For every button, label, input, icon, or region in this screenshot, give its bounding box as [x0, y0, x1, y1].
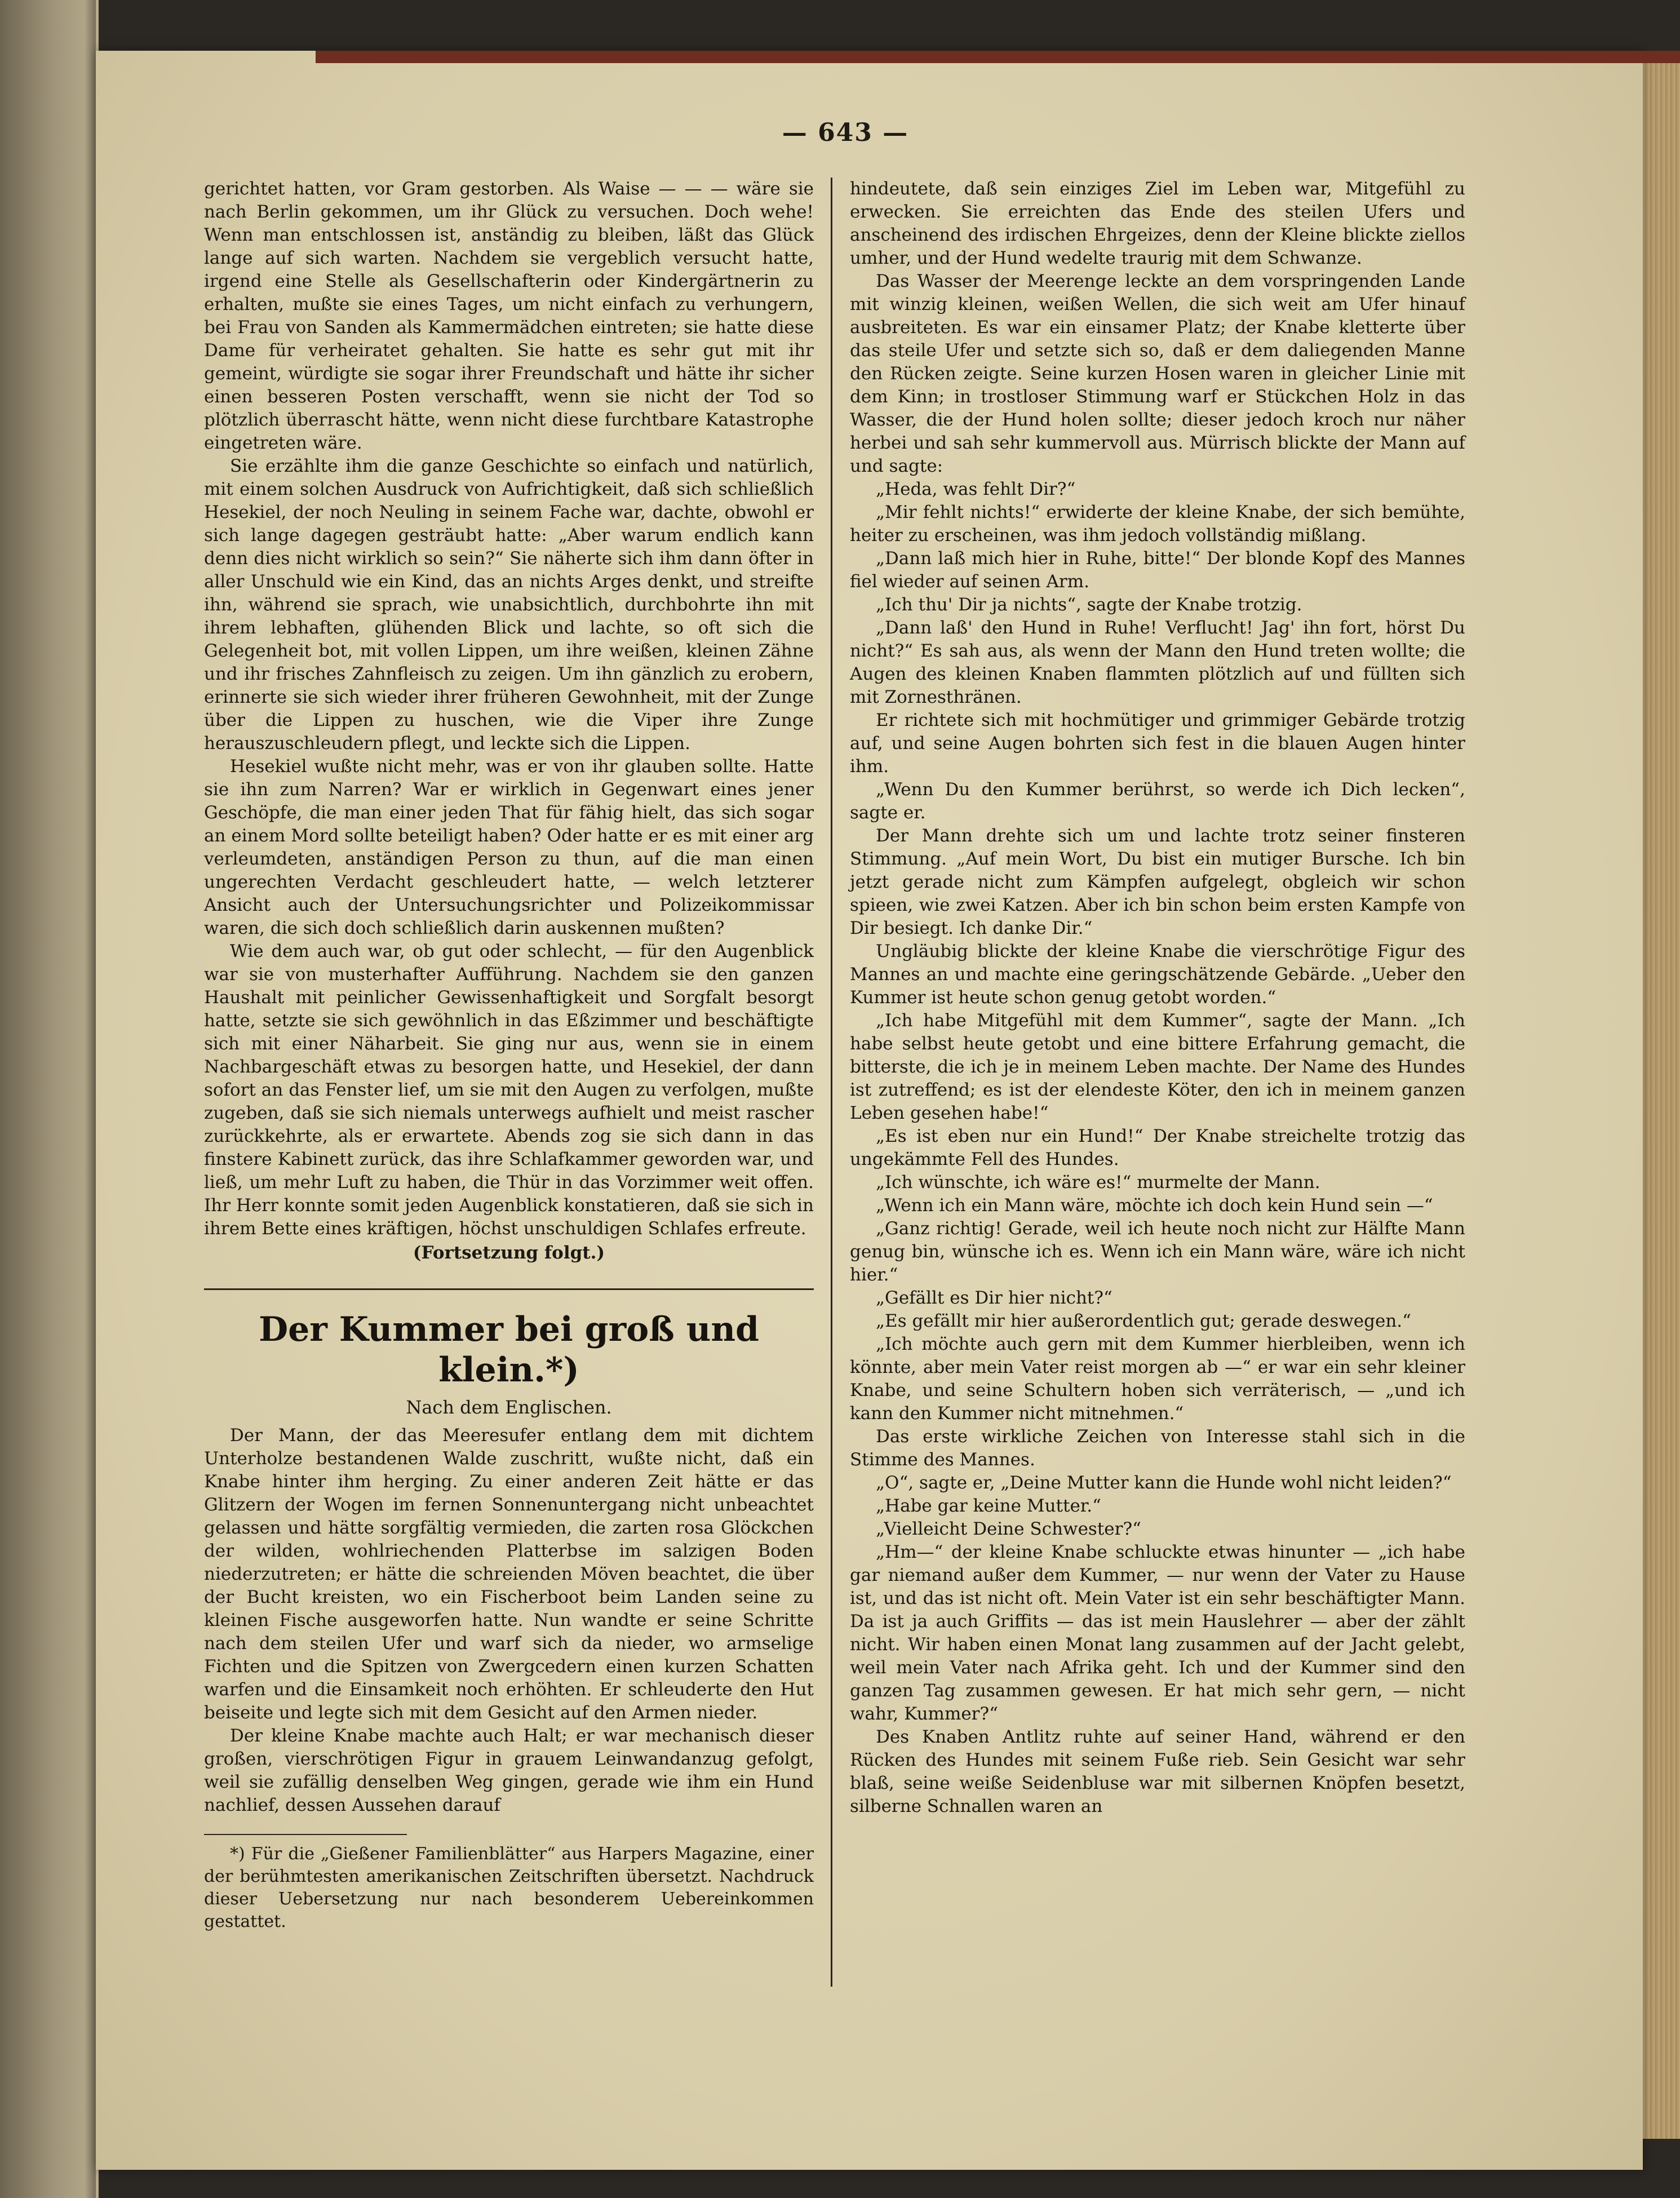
section-divider — [204, 1288, 814, 1290]
footnote-divider — [204, 1834, 407, 1835]
right-column — [850, 178, 1465, 1818]
story-paragraph: Der kleine Knabe machte auch Halt; er war mechanisch dieser großen, vierschrötigen Figur in grauem Leinwandanzug gefolgt, weil sie zufällig denselben Weg gingen, gerade wie ihm ein Hund nachlief, dessen Aussehen darauf — [204, 1726, 814, 1815]
right-paragraph: „Dann laß' den Hund in Ruhe! Verflucht! Jag' ihn fort, hörst Du nicht?“ Es sah aus, als wenn der Mann den Hund treten wollte; die Augen des kleinen Knaben flammten plötzlich auf und füllten sich mit Zornesthränen. — [850, 618, 1465, 707]
facing-page-edge — [0, 0, 99, 2198]
right-paragraph: Der Mann drehte sich um und lachte trotz seiner finsteren Stimmung. „Auf mein Wort, Du bist ein mutiger Bursche. Ich bin jetzt gerade nicht zum Kämpfen aufgelegt, obgleich wir schon spieen, wie zwei Katzen. Aber ich bin schon beim ersten Kampfe von Dir besiegt. Ich danke Dir.“ — [850, 826, 1465, 938]
right-paragraph: „Wenn Du den Kummer berührst, so werde ich Dich lecken“, sagte er. — [850, 779, 1465, 823]
story-subtitle: Nach dem Englischen. — [406, 1397, 612, 1418]
right-paragraph: „Heda, was fehlt Dir?“ — [876, 479, 1076, 499]
right-paragraph: „Hm—“ der kleine Knabe schluckte etwas hinunter — „ich habe gar niemand außer dem Kummer, — nur wenn der Vater zu Hause ist, und das ist nicht oft. Mein Vater ist ein sehr beschäftigter Mann. Da ist ja auch Griffits — das ist mein Hauslehrer — aber der zählt nicht. Wir haben einen Monat lang zusammen auf der Jacht gelebt, weil mein Vater nach Afrika geht. Ich und der Kummer sind den ganzen Tag zusammen gewesen. Er hat mich sehr gern, — nicht wahr, Kummer?“ — [850, 1542, 1465, 1724]
page-number: — 643 — — [782, 118, 909, 147]
right-paragraph: „Ich habe Mitgefühl mit dem Kummer“, sagte der Mann. „Ich habe selbst heute getobt und eine bittere Erfahrung gemacht, die bitterste, die ich je in meinem Leben machte. Der Name des Hundes ist zutreffend; es ist der elendeste Köter, den ich in meinem ganzen Leben gesehen habe!“ — [850, 1011, 1465, 1123]
left-paragraph: gerichtet hatten, vor Gram gestorben. Als Waise — — — wäre sie nach Berlin gekommen, um ihr Glück zu versuchen. Doch wehe! Wenn man entschlossen ist, anständig zu bleiben, läßt das Glück lange auf sich warten. Nachdem sie vergeblich versucht hatte, irgend eine Stelle als Gesellschafterin oder Kindergärtnerin zu erhalten, mußte sie eines Tages, um nicht einfach zu verhungern, bei Frau von Sanden als Kammermädchen eintreten; sie hatte diese Dame für verheiratet gehalten. Sie hatte es sehr gut mit ihr gemeint, würdigte sie sogar ihrer Freundschaft und hätte ihr sicher einen besseren Posten verschafft, wenn sie nicht der Tod so plötzlich überrascht hätte, wenn nicht diese furchtbare Katastrophe eingetreten wäre. — [204, 179, 814, 453]
right-paragraph: Des Knaben Antlitz ruhte auf seiner Hand, während er den Rücken des Hundes mit seinem Fuße rieb. Sein Gesicht war sehr blaß, seine weiße Seidenbluse war mit silbernen Knöpfen besetzt, silberne Schnallen waren an — [850, 1727, 1465, 1816]
left-paragraph: Sie erzählte ihm die ganze Geschichte so einfach und natürlich, mit einem solchen Ausdruck von Aufrichtigkeit, daß sich schließlich Hesekiel, der noch Neuling in seinem Fache war, dachte, obwohl er sich lange dagegen gesträubt hatte: „Aber warum endlich kann denn dies nicht wirklich so sein?“ Sie näherte sich ihm dann öfter in aller Unschuld wie ein Kind, das an nichts Arges denkt, und streifte ihn, während sie sprach, wie unabsichtlich, durchbohrte ihn mit ihrem lebhaften, glühenden Blick und lachte, so oft sich die Gelegenheit bot, mit vollen Lippen, um ihre weißen, kleinen Zähne und ihr frisches Zahnfleisch zu zeigen. Um ihn gänzlich zu erobern, erinnerte sie sich wieder ihrer früheren Gewohnheit, mit der Zunge über die Lippen zu huschen, wie die Viper ihre Zunge herauszuschleudern pflegt, und leckte sich die Lippen. — [204, 456, 814, 754]
story-paragraph: Der Mann, der das Meeresufer entlang dem mit dichtem Unterholze bestandenen Walde zuschritt, wußte nicht, daß ein Knabe hinter ihm herging. Zu einer anderen Zeit hätte er das Glitzern der Wogen im fernen Sonnenuntergang nicht unbeachtet gelassen und hätte sorgfältig vermieden, die zarten rosa Glöckchen der wilden, wohlriechenden Platterbse im salzigen Boden niederzutreten; er hätte die schreienden Möven beachtet, die über der Bucht kreisten, wo ein Fischerboot beim Landen seine zu kleinen Fische ausgeworfen hatte. Nun wandte er seine Schritte nach dem steilen Ufer und warf sich da nieder, wo armselige Fichten und die Spitzen von Zwergcedern einen kurzen Schatten warfen und die Einsamkeit noch erhöhten. Er schleuderte den Hut beiseite und legte sich mit dem Gesicht auf den Armen nieder. — [204, 1425, 814, 1723]
left-column — [204, 178, 814, 1933]
right-paragraph: „Vielleicht Deine Schwester?“ — [876, 1519, 1141, 1539]
right-paragraph: „Ganz richtig! Gerade, weil ich heute noch nicht zur Hälfte Mann genug bin, wünsche ich es. Wenn ich ein Mann wäre, wäre ich nicht hier.“ — [850, 1218, 1465, 1285]
right-paragraph: „Es ist eben nur ein Hund!“ Der Knabe streichelte trotzig das ungekämmte Fell des Hundes. — [850, 1126, 1465, 1169]
right-paragraph: Ungläubig blickte der kleine Knabe die vierschrötige Figur des Mannes an und machte eine geringschätzende Gebärde. „Ueber den Kummer ist heute schon genug getobt worden.“ — [850, 941, 1465, 1008]
right-paragraph: „O“, sagte er, „Deine Mutter kann die Hunde wohl nicht leiden?“ — [876, 1473, 1452, 1493]
right-paragraph: „Ich wünschte, ich wäre es!“ murmelte der Mann. — [876, 1172, 1320, 1193]
book-gutter-shadow — [85, 0, 96, 2198]
right-paragraph: „Habe gar keine Mutter.“ — [876, 1496, 1101, 1516]
right-paragraph: Er richtete sich mit hochmütiger und grimmiger Gebärde trotzig auf, und seine Augen bohrten sich fest in die blauen Augen hinter ihm. — [850, 710, 1465, 777]
left-paragraph: Hesekiel wußte nicht mehr, was er von ihr glauben sollte. Hatte sie ihn zum Narren? War er wirklich in Gegenwart eines jener Geschöpfe, die man einer jeden That für fähig hielt, das sich sogar an einem Mord sollte beteiligt haben? Oder hatte er es mit einer arg verleumdeten, anständigen Person zu thun, auf die man einen ungerechten Verdacht geschleudert hatte, — welch letzterer Ansicht auch der Untersuchungsrichter und Polizeikommissar waren, die sich doch schließlich darin auskennen mußten? — [204, 756, 814, 938]
right-paragraph: „Dann laß mich hier in Ruhe, bitte!“ Der blonde Kopf des Mannes fiel wieder auf seinen Arm. — [850, 548, 1465, 592]
continued-note: (Fortsetzung folgt.) — [413, 1243, 605, 1263]
left-paragraph: Wie dem auch war, ob gut oder schlecht, — für den Augenblick war sie von musterhafter Aufführung. Nachdem sie den ganzen Haushalt mit peinlicher Gewissenhaftigkeit und Sorgfalt besorgt hatte, setzte sie sich gewöhnlich in das Eßzimmer und beschäftigte sich mit einer Näharbeit. Sie ging nur aus, wenn sie in einem Nachbargeschäft etwas zu besorgen hatte, und Hesekiel, der dann sofort an das Fenster lief, um sie mit den Augen zu verfolgen, mußte zugeben, daß sie sich niemals unterwegs aufhielt und meist rascher zurückkehrte, als er erwartete. Abends zog sie sich dann in das finstere Kabinett zurück, das ihre Schlafkammer geworden war, und ließ, um mehr Luft zu haben, die Thür in das Vorzimmer weit offen. Ihr Herr konnte somit jeden Augenblick konstatieren, daß sie sich in ihrem Bette eines kräftigen, höchst unschuldigen Schlafes erfreute. — [204, 941, 814, 1239]
right-paragraph: hindeutete, daß sein einziges Ziel im Leben war, Mitgefühl zu erwecken. Sie erreichten das Ende des steilen Ufers und anscheinend des irdischen Ehrgeizes, denn der Kleine blickte ziellos umher, und der Hund wedelte traurig mit dem Schwanze. — [850, 179, 1465, 268]
right-paragraph: „Mir fehlt nichts!“ erwiderte der kleine Knabe, der sich bemühte, heiter zu erscheinen, was ihm jedoch vollständig mißlang. — [850, 502, 1465, 546]
right-paragraph: „Ich möchte auch gern mit dem Kummer hierbleiben, wenn ich könnte, aber mein Vater reist morgen ab —“ er war ein sehr kleiner Knabe, und seine Schultern hoben sich verräterisch, — „und ich kann den Kummer nicht mitnehmen.“ — [850, 1334, 1465, 1424]
story-title: Der Kummer bei groß und klein.*) — [259, 1310, 759, 1390]
right-paragraph: Das Wasser der Meerenge leckte an dem vorspringenden Lande mit winzig kleinen, weißen Wellen, die sich weit am Ufer hinauf ausbreiteten. Es war ein einsamer Platz; der Knabe kletterte über das steile Ufer und setzte sich so, daß er dem daliegenden Manne den Rücken zeigte. Seine kurzen Hosen waren in gleicher Linie mit dem Kinn; in trostloser Stimmung warf er Stückchen Holz in das Wasser, die der Hund holen sollte; dieser jedoch kroch nur näher herbei und sah sehr kummervoll aus. Mürrisch blickte der Mann auf und sagte: — [850, 271, 1465, 476]
binding-band — [316, 51, 1680, 63]
footnote: *) Für die „Gießener Familienblätter“ aus Harpers Magazine, einer der berühmtesten amerikanischen Zeitschriften übersetzt. Nachdruck dieser Uebersetzung nur nach besonderem Uebereinkommen gestattet. — [204, 1844, 814, 1931]
right-paragraph: „Es gefällt mir hier außerordentlich gut; gerade deswegen.“ — [876, 1311, 1411, 1331]
column-divider — [831, 178, 832, 1987]
right-paragraph: „Gefällt es Dir hier nicht?“ — [876, 1288, 1112, 1308]
right-paragraph: Das erste wirkliche Zeichen von Interesse stahl sich in die Stimme des Mannes. — [850, 1426, 1465, 1470]
right-paragraph: „Wenn ich ein Mann wäre, möchte ich doch kein Hund sein —“ — [876, 1195, 1433, 1216]
right-paragraph: „Ich thu' Dir ja nichts“, sagte der Knabe trotzig. — [876, 595, 1302, 615]
